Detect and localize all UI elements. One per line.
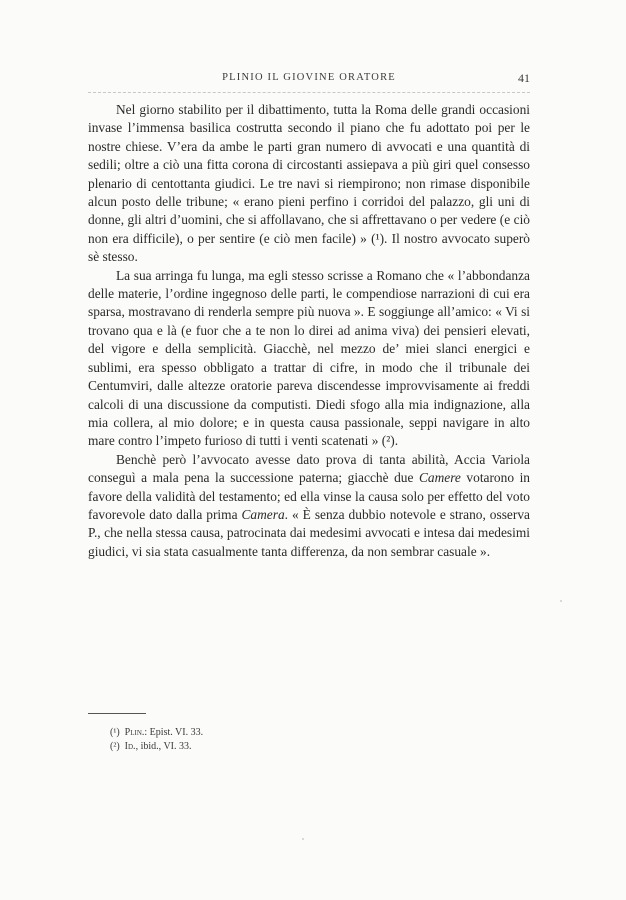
header-divider (88, 92, 530, 93)
paragraph-3-part-a: Benchè però l’avvocato avesse dato prova di tanta abilità, Accia Variola conseguì a mala pena la successione paterna; giacchè due (88, 451, 530, 486)
italic-term-camera: Camera (241, 506, 285, 522)
footnote-reference: : Epist. VI. 33. (144, 727, 204, 738)
footnotes (110, 726, 203, 754)
paragraph-3-part-c: . « È senza dubbio notevole e strano, osserva P., che nella stessa causa, patrocinata dai medesimi avvocati e intesa dai medesimi giudici, vi sia stata casualmente tanta differenza, da non sembrar casuale ». (88, 506, 530, 559)
paper-speck (302, 838, 304, 840)
footnote-1 (110, 726, 203, 740)
footnote-divider (88, 713, 146, 714)
running-title: PLINIO IL GIOVINE ORATORE (222, 72, 396, 83)
footnote-2 (110, 740, 203, 754)
footnote-marker: (¹) (110, 727, 120, 738)
paragraph-3 (88, 451, 530, 561)
footnote-author: Id. (124, 741, 136, 752)
page-number: 41 (518, 71, 530, 85)
footnote-author: Plin. (124, 727, 145, 738)
footnote-reference: , ibid., VI. 33. (135, 741, 192, 752)
italic-term-camere: Camere (418, 470, 461, 486)
footnote-marker: (²) (110, 741, 120, 752)
page-header (88, 72, 530, 92)
body-text (88, 101, 530, 561)
paper-speck (560, 600, 562, 602)
paragraph-3-part-b: votarono in favore della validità del testamento; ed ella vinse la causa solo per effetto del voto favorevole dato dalla prima (88, 470, 530, 522)
paragraph-2: La sua arringa fu lunga, ma egli stesso scrisse a Romano che « l’abbondanza delle materie, l’ordine ingegnoso delle parti, le compendiose narrazioni di cui era sparsa, mostravano di renderla sempre più nuova ». E soggiunge all’amico: « Vi si trovano qua e là (e fuor che a te non lo direi ad anima viva) dei pensieri elevati, del vigore e della semplicità. Giacchè, nel mezzo de’ miei slanci energici e sublimi, era spesso obbligato a trattar di cifre, in modo che il tribunale dei Centumviri, dalle altezze oratorie pareva discendesse improvvisamente ai freddi calcoli di una discussione da computisti. Diedi sfogo alla mia indignazione, alla mia collera, al mio dolore; e in questa causa passionale, seppi navigare in alto mare contro l’impeto furioso di tutti i venti scatenati » (²). (88, 267, 530, 449)
paragraph-1: Nel giorno stabilito per il dibattimento, tutta la Roma delle grandi occasioni invase l’immensa basilica costrutta secondo il piano che fu adottato poi per le nostre chiese. V’era da ambe le parti gran numero di avvocati e una quantità di sedili; oltre a ciò una fitta corona di circostanti assiepava a più giri quel consesso plenario di centottanta giudici. Le tre navi si riempirono; non rimase disponibile alcun posto delle tribune; « erano pieni perfino i corridoi del palazzo, gli uni di donne, gli altri d’uomini, che si affollavano, che si affrettavano o per vedere (e ciò non era difficile), o per sentire (e ciò men facile) » (¹). Il nostro avvocato superò sè stesso. (88, 102, 530, 265)
